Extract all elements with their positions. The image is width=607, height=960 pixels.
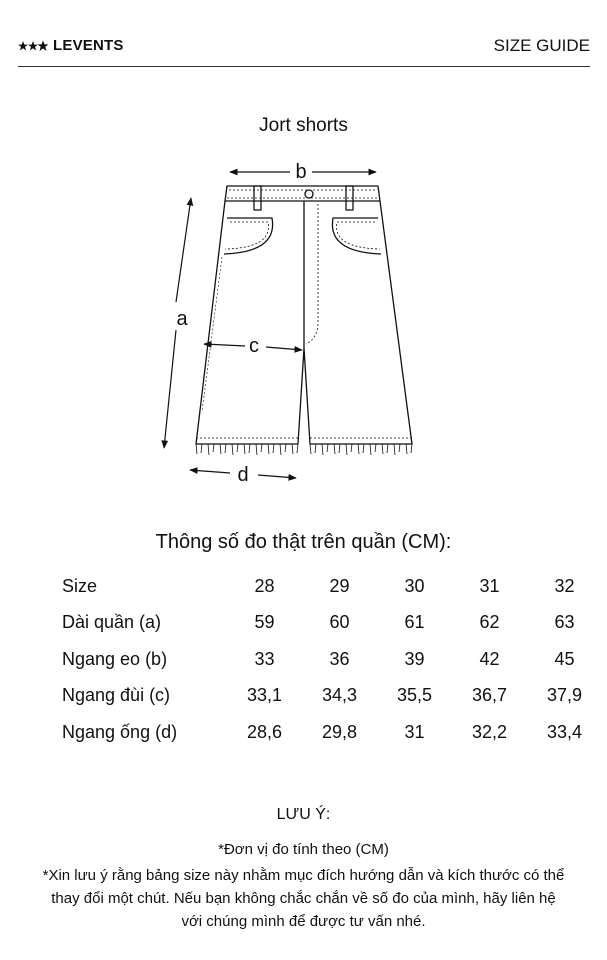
table-cell: 36,7 [471,685,508,706]
table-row [50,641,602,678]
label-c: c [249,335,259,357]
table-cell: 42 [479,648,500,669]
note-body: *Xin lưu ý rằng bảng size này nhằm mục đích hướng dẫn và kích thước có thể thay đổi một chút. Nếu bạn không chắc chắn về số đo của mình, hãy liên hệ với chúng mình để được tư vấn nhé. [42,867,565,930]
row-label: Size [62,575,98,596]
note-unit: *Đơn vị đo tính theo (CM) [218,841,389,858]
table-cell: 30 [404,575,425,596]
table-cell: 32 [554,575,575,596]
table-cell: 33 [254,648,275,669]
stars-icon [18,40,52,52]
table-cell: 28,6 [246,721,283,742]
table-cell: 39 [404,648,425,669]
size-table [50,568,602,751]
label-a: a [176,308,188,330]
arrow-d [190,470,230,473]
table-cell: 62 [479,612,500,633]
brand-logo[interactable] [18,37,124,54]
table-cell: 29,8 [321,721,358,742]
table-cell: 35,5 [396,685,433,706]
table-cell: 34,3 [321,685,358,706]
row-label: Ngang đùi (c) [62,685,171,706]
arrow-c [204,344,245,346]
table-cell: 29 [329,575,350,596]
table-cell: 31 [404,721,425,742]
waistband [225,186,380,201]
table-cell: 37,9 [546,685,583,706]
table-cell: 60 [329,612,350,633]
row-label: Ngang ống (d) [62,721,178,742]
table-cell: 45 [554,648,575,669]
arrow-a [176,198,191,302]
table-cell: 33,4 [546,721,583,742]
table-row [50,568,602,605]
table-row [50,605,602,642]
table-row [50,678,602,715]
shorts-diagram [150,152,450,492]
table-cell: 59 [254,612,275,633]
table-cell: 33,1 [246,685,283,706]
row-label: Ngang eo (b) [62,648,168,669]
page-header [18,34,590,67]
row-label: Dài quần (a) [62,612,162,633]
product-name: Jort shorts [259,115,348,136]
table-row [50,714,602,751]
page-title: SIZE GUIDE [493,36,590,55]
table-cell: 28 [254,575,275,596]
table-cell: 63 [554,612,575,633]
note-title: LƯU Ý: [276,806,331,823]
brand-name: LEVENTS [53,37,124,54]
button [305,190,313,198]
label-d: d [237,464,249,486]
table-cell: 31 [479,575,500,596]
table-cell: 61 [404,612,425,633]
table-cell: 36 [329,648,350,669]
label-b: b [295,161,307,183]
table-cell: 32,2 [471,721,508,742]
measurement-title: Thông số đo thật trên quần (CM): [155,531,452,553]
